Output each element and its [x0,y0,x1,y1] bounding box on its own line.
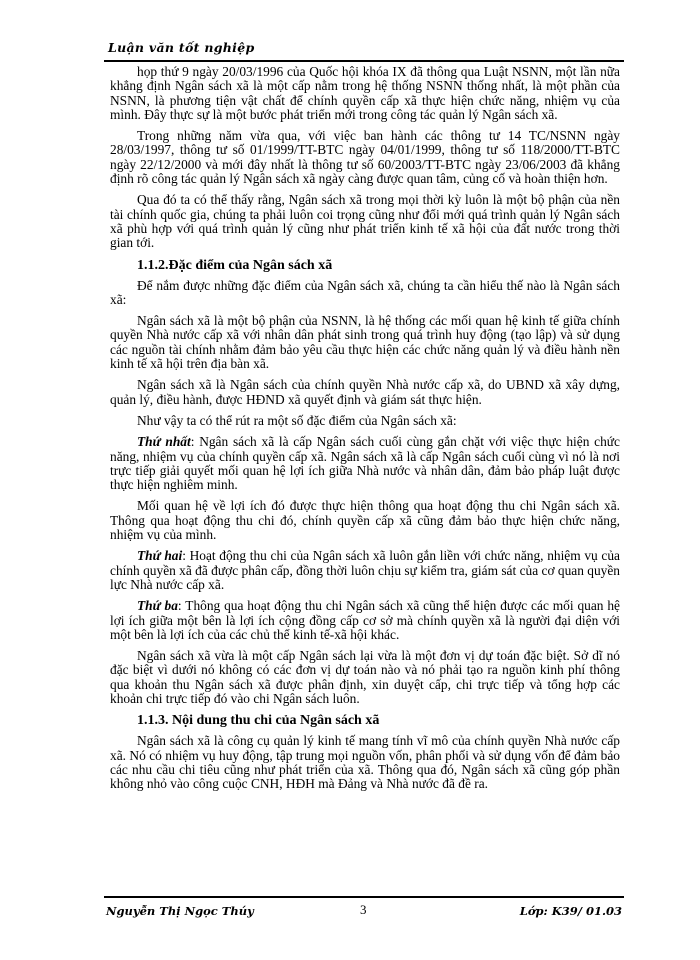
header-title: Luận văn tốt nghiệp [108,40,255,55]
paragraph-5: Ngân sách xã là một bộ phận của NSNN, là hệ thống các mối quan hệ kinh tế giữa chính quyền Nhà nước cấp xã với nhân dân phát sinh trong quá trình huy động (tạo lập) và sử dụng các nguồn tài chính nhằm đảm bảo yêu cầu thực hiện các chức năng quản lý và điều hành nền kinh tế xã hội trên địa bàn xã. [110,313,620,372]
paragraph-3: Qua đó ta có thể thấy rằng, Ngân sách xã trong mọi thời kỳ luôn là một bộ phận của nền tài chính quốc gia, chúng ta phải luôn coi trọng cũng như đổi mới quá trình quản lý Ngân sách xã phù hợp với quá trình quản lý cũng như phát triển kinh tế xã hội của đất nước trong thời gian tới. [110,192,620,251]
paragraph-8-text: : Ngân sách xã là cấp Ngân sách cuối cùng gắn chặt với việc thực hiện chức năng, nhiệm vụ của chính quyền cấp xã. Ngân sách xã là cấp Ngân sách cuối cùng vì nó là nơi trực tiếp giải quyết mối quan hệ lợi ích giữa Nhà nước và nhân dân, đảm bảo pháp luật được thực hiện nghiêm minh. [110,434,620,493]
footer-author: Nguyễn Thị Ngọc Thúy [106,904,254,918]
page-number: 3 [360,902,367,917]
paragraph-13: Ngân sách xã là công cụ quản lý kinh tế mang tính vĩ mô của chính quyền Nhà nước cấp xã. Nó có nhiệm vụ huy động, tập trung mọi nguồn vốn, phân phối và sử dụng vốn để đảm bảo các nhu cầu chi tiêu cũng như phát triển của xã. Thông qua đó, Ngân sách xã cũng góp phần không nhỏ vào công cuộc CNH, HĐH mà Đảng và Nhà nước đã đề ra. [110,733,620,792]
paragraph-11 [110,599,620,642]
paragraph-6: Ngân sách xã là Ngân sách của chính quyền Nhà nước cấp xã, do UBND xã xây dựng, quản lý, điều hành, được HĐND xã quyết định và giám sát thực hiện. [110,377,620,407]
paragraph-10 [110,549,620,592]
paragraph-12: Ngân sách xã vừa là một cấp Ngân sách lại vừa là một đơn vị dự toán đặc biệt. Sở dĩ nó đặc biệt vì dưới nó không có các đơn vị dự toán nào và nó phải tạo ra nguồn kinh phí thông qua khoản thu Ngân sách xã được phân định, xin duyệt cấp, chi trực tiếp và tổng hợp các khoản chi trực tiếp đó vào chi Ngân sách luôn. [110,648,620,706]
section-heading-1-1-2: 1.1.2.Đặc điểm của Ngân sách xã [137,257,333,273]
paragraph-11-text: : Thông qua hoạt động thu chi Ngân sách xã cũng thể hiện được các mối quan hệ lợi ích giữa một bên là lợi ích cộng đồng cấp cơ sở mà chính quyền xã là người đại diện với một bên là lợi ích của các chủ thể kinh tế-xã hội khác. [110,598,620,642]
paragraph-1: họp thứ 9 ngày 20/03/1996 của Quốc hội khóa IX đã thông qua Luật NSNN, một lần nữa khẳng định Ngân sách xã là một cấp nằm trong hệ thống NSNN thống nhất, là một phần của NSNN, là phương tiện vật chất để chính quyền cấp xã thực hiện chức năng, nhiệm vụ của mình. Đây thực sự là một bước phát triển mới trong công tác quản lý Ngân sách xã. [110,64,620,122]
page-header [104,38,624,62]
paragraph-2: Trong những năm vừa qua, với việc ban hành các thông tư 14 TC/NSNN ngày 28/03/1997, thông tư số 01/1999/TT-BTC ngày 04/01/1999, thông tư số 118/2000/TT-BTC ngày 22/12/2000 và mới đây nhất là thông tư số 60/2003/TT-BTC ngày 23/06/2003 đã khẳng định rõ công tác quản lý Ngân sách xã ngày càng được quan tâm, củng cố và hoàn thiện hơn. [110,128,620,187]
paragraph-10-text: : Hoạt động thu chi của Ngân sách xã luôn gắn liền với chức năng, nhiệm vụ của chính quyền xã đã được phân cấp, đồng thời luôn chịu sự kiểm tra, giám sát của cơ quan quyền lực Nhà nước cấp xã. [110,548,620,592]
lead-thu-ba: Thứ ba [137,598,178,614]
lead-thu-nhat: Thứ nhất [137,434,191,450]
section-heading-1-1-3: 1.1.3. Nội dung thu chi của Ngân sách xã [137,713,380,729]
lead-thu-hai: Thứ hai [137,548,183,564]
paragraph-7: Như vậy ta có thể rút ra một số đặc điểm của Ngân sách xã: [137,412,457,428]
paragraph-8 [110,435,620,492]
footer-class-label: Lớp: K39/ 01.03 [519,904,622,918]
document-body [110,65,620,798]
paragraph-9: Mối quan hệ về lợi ích đó được thực hiện thông qua hoạt động thu chi Ngân sách xã. Thông qua hoạt động thu chi đó, chính quyền cấp xã cũng đảm bảo thực hiện chức năng, nhiệm vụ của mình. [110,498,620,543]
paragraph-4: Để nắm được những đặc điểm của Ngân sách xã, chúng ta cần hiểu thế nào là Ngân sách xã: [110,277,620,307]
page-footer [104,896,624,922]
